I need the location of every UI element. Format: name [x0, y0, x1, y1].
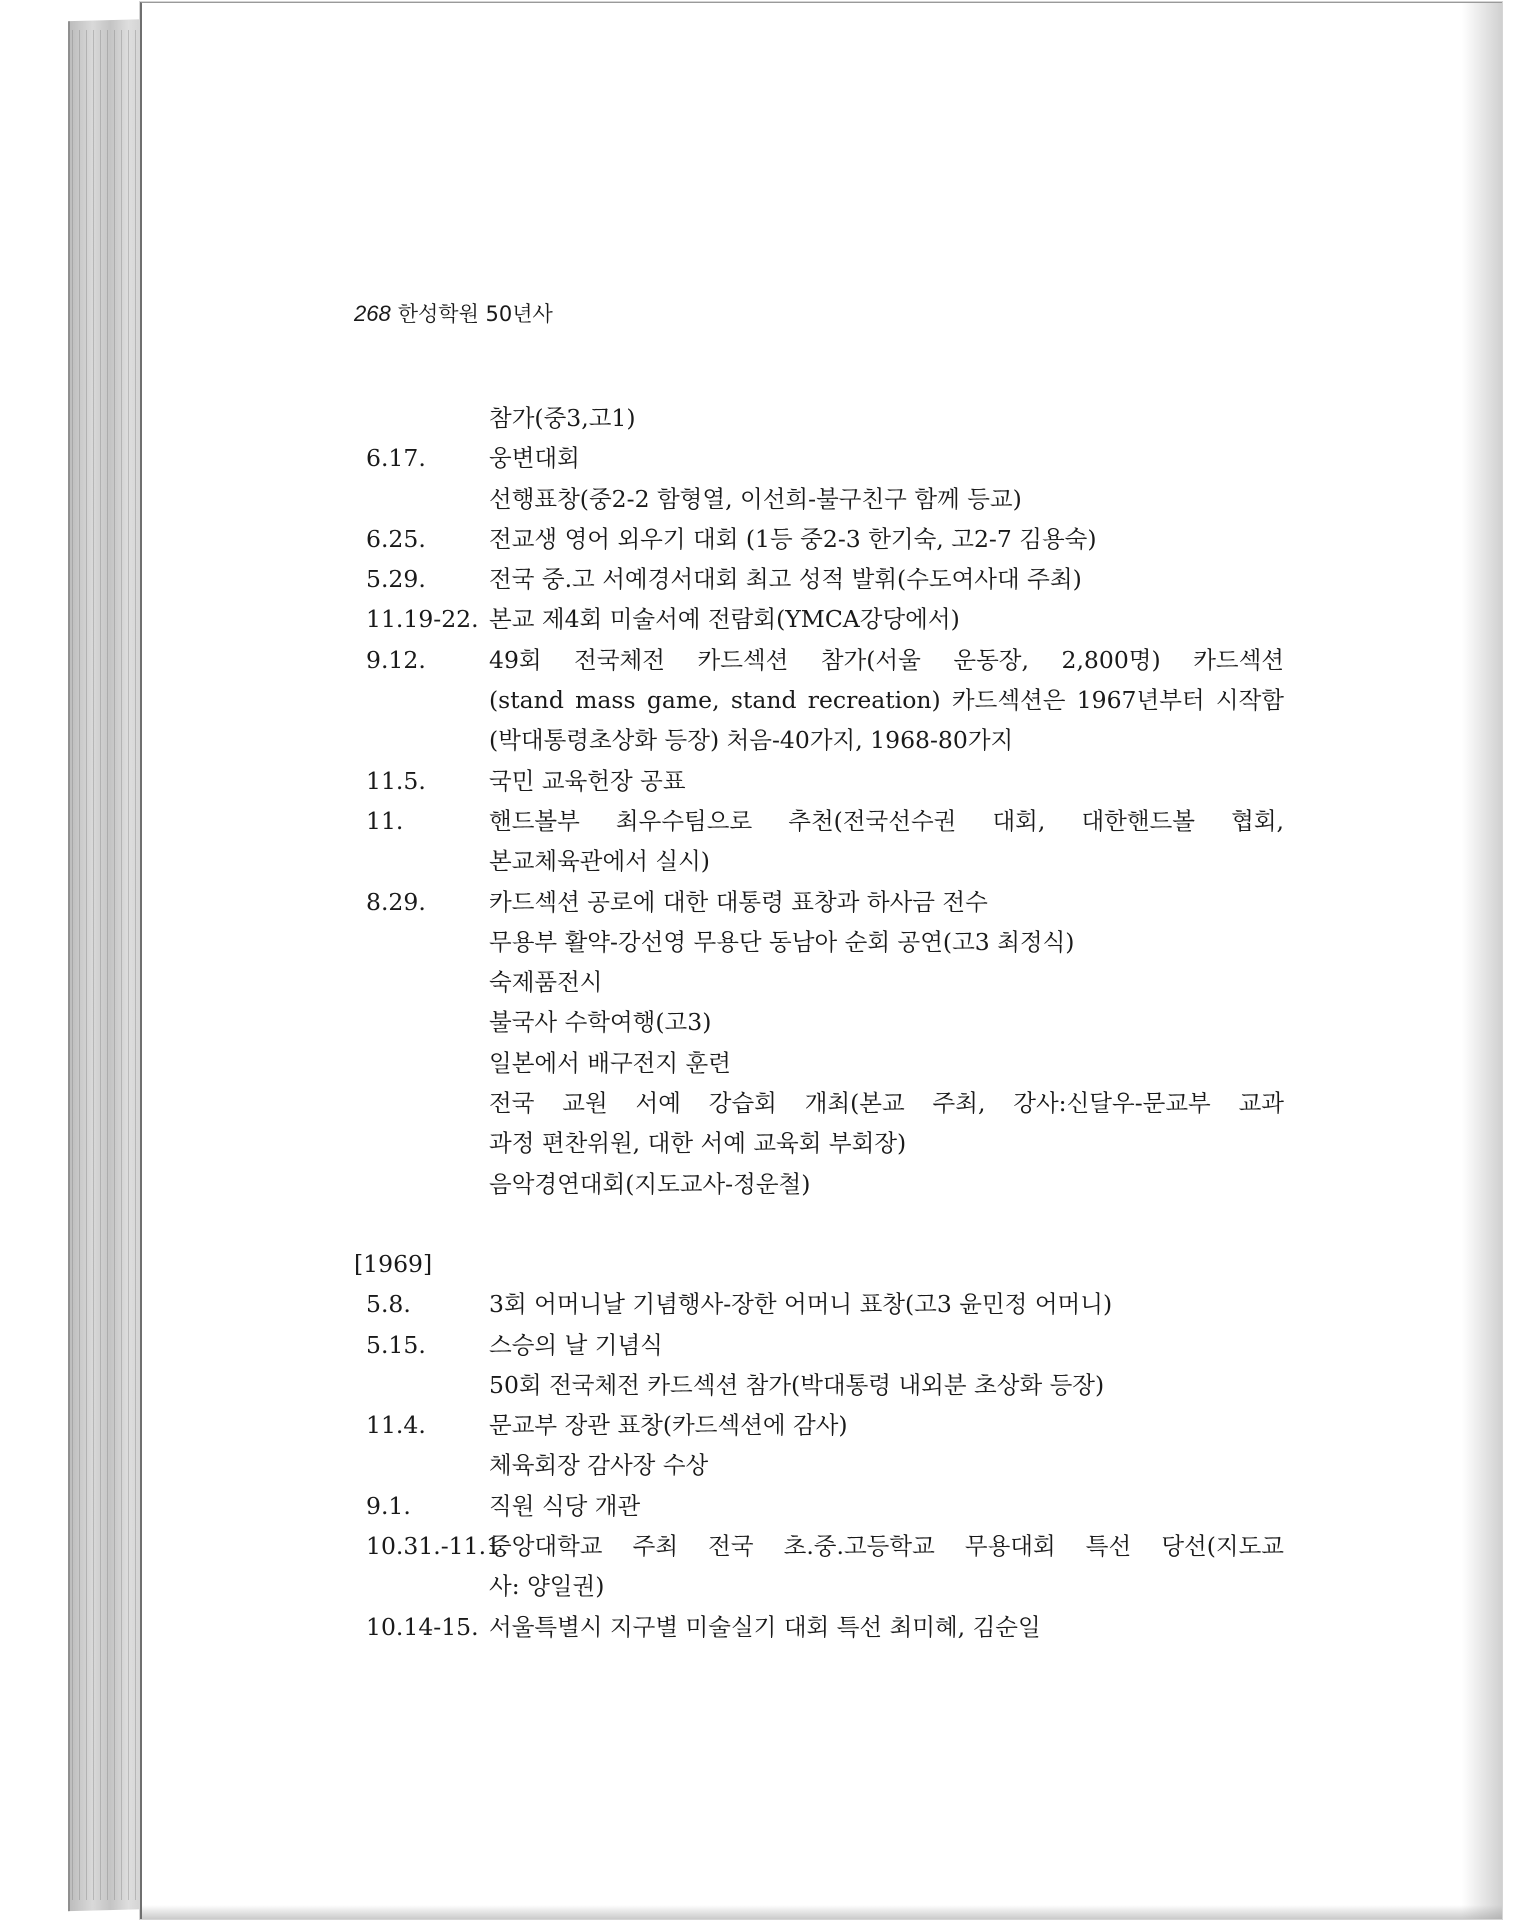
- entry-date: 5.8.: [366, 1290, 411, 1319]
- chronology-entry: [354, 1405, 1284, 1445]
- chronology-entry: [354, 519, 1284, 559]
- entry-date: 9.12.: [366, 645, 426, 674]
- entry-text: [489, 1405, 1284, 1445]
- entry-text: [489, 1526, 1284, 1607]
- entry-line: 3회 어머니날 기념행사-장한 어머니 표창(고3 윤민정 어머니): [489, 1290, 1113, 1319]
- page-number: 268: [354, 301, 391, 326]
- entry-text: [489, 1325, 1284, 1365]
- entry-text: [489, 519, 1284, 559]
- entry-line: 체육회장 감사장 수상: [489, 1451, 709, 1480]
- chronology-entry: [354, 1164, 1284, 1204]
- chronology-entry: [354, 1607, 1284, 1647]
- page-shadow-bottom: [142, 1905, 1502, 1919]
- chronology-entry: [354, 559, 1284, 599]
- chronology-entry: [354, 438, 1284, 478]
- entry-line: 선행표창(중2-2 함형열, 이선희-불구친구 함께 등교): [489, 484, 1022, 513]
- entry-line: 국민 교육헌장 공표: [489, 766, 686, 795]
- entry-line: 전국 교원 서예 강습회 개최(본교 주최, 강사:신달우-문교부 교과: [489, 1089, 1284, 1118]
- entry-text: [489, 1445, 1284, 1485]
- chronology-entry: [354, 801, 1284, 882]
- chronology-entry: [354, 1043, 1284, 1083]
- entry-line: 전교생 영어 외우기 대회 (1등 중2-3 한기숙, 고2-7 김용숙): [489, 524, 1097, 553]
- entry-date: 5.29.: [366, 565, 426, 594]
- entry-line: 과정 편찬위원, 대한 서예 교육회 부회장): [489, 1129, 907, 1158]
- entry-line: 웅변대회: [489, 444, 580, 473]
- entry-text: [489, 1486, 1284, 1526]
- entries-1969: [354, 1284, 1284, 1647]
- chronology-entry: [354, 882, 1284, 922]
- chronology-entry: [354, 599, 1284, 639]
- entry-text: [489, 1083, 1284, 1164]
- chronology-entry: [354, 1445, 1284, 1485]
- entry-date: 9.1.: [366, 1491, 411, 1520]
- chronology-content: [354, 398, 1284, 1647]
- entry-date: 6.17.: [366, 444, 426, 473]
- entry-date: 8.29.: [366, 887, 426, 916]
- year-heading: [1969]: [354, 1249, 433, 1278]
- entry-line: 카드섹션 공로에 대한 대통령 표창과 하사금 전수: [489, 887, 988, 916]
- page-edge-lines: [72, 30, 142, 1900]
- chronology-entry: [354, 761, 1284, 801]
- entry-line: 숙제품전시: [489, 968, 603, 997]
- entry-text: [489, 1002, 1284, 1042]
- entry-line: 전국 중.고 서예경서대회 최고 성적 발휘(수도여사대 주최): [489, 565, 1082, 594]
- chronology-entry: [354, 1284, 1284, 1324]
- entry-date: 11.19-22.: [366, 605, 479, 634]
- entries-1968: [354, 398, 1284, 1204]
- entry-date: 11.4.: [366, 1411, 426, 1440]
- entry-text: [489, 1365, 1284, 1405]
- chronology-entry: [354, 1526, 1284, 1607]
- chronology-entry: [354, 1365, 1284, 1405]
- entry-line: 본교 제4회 미술서예 전람회(YMCA강당에서): [489, 605, 960, 634]
- page-shadow: [1462, 3, 1502, 1919]
- entry-line: 사: 양일권): [489, 1572, 605, 1601]
- chronology-entry: [354, 640, 1284, 761]
- entry-line: 일본에서 배구전지 훈련: [489, 1048, 731, 1077]
- chronology-entry: [354, 398, 1284, 438]
- entry-text: [489, 761, 1284, 801]
- chronology-entry: [354, 1486, 1284, 1526]
- entry-text: [489, 1043, 1284, 1083]
- entry-line: 중앙대학교 주최 전국 초.중.고등학교 무용대회 특선 당선(지도교: [489, 1532, 1284, 1561]
- entry-text: [489, 1164, 1284, 1204]
- entry-date: 6.25.: [366, 524, 426, 553]
- entry-text: [489, 479, 1284, 519]
- entry-line: 핸드볼부 최우수팀으로 추천(전국선수권 대회, 대한핸드볼 협회,: [489, 806, 1284, 835]
- entry-date: 5.15.: [366, 1330, 426, 1359]
- entry-text: [489, 962, 1284, 1002]
- entry-line: 스승의 날 기념식: [489, 1330, 663, 1359]
- chronology-entry: [354, 922, 1284, 962]
- entry-line: 문교부 장관 표창(카드섹션에 감사): [489, 1411, 848, 1440]
- entry-date: 10.31.-11.1.: [366, 1532, 509, 1561]
- chronology-entry: [354, 479, 1284, 519]
- chronology-entry: [354, 1002, 1284, 1042]
- entry-text: [489, 398, 1284, 438]
- entry-date: 11.5.: [366, 766, 426, 795]
- entry-text: [489, 640, 1284, 761]
- entry-line: 참가(중3,고1): [489, 404, 636, 432]
- entry-text: [489, 1607, 1284, 1647]
- entry-line: 본교체육관에서 실시): [489, 847, 710, 876]
- entry-text: [489, 1284, 1284, 1324]
- entry-text: [489, 922, 1284, 962]
- running-header: [354, 298, 553, 328]
- entry-text: [489, 599, 1284, 639]
- entry-text: [489, 801, 1284, 882]
- entry-line: (stand mass game, stand recreation) 카드섹션은 1967년부터 시작함: [489, 686, 1284, 715]
- chronology-entry: [354, 1083, 1284, 1164]
- entry-line: 49회 전국체전 카드섹션 참가(서울 운동장, 2,800명) 카드섹션: [489, 645, 1284, 674]
- entry-line: 무용부 활약-강선영 무용단 동남아 순회 공연(고3 최정식): [489, 927, 1075, 956]
- entry-line: 음악경연대회(지도교사-정운철): [489, 1169, 811, 1198]
- entry-line: (박대통령초상화 등장) 처음-40가지, 1968-80가지: [489, 726, 1014, 755]
- entry-text: [489, 882, 1284, 922]
- entry-text: [489, 559, 1284, 599]
- entry-line: 서울특별시 지구별 미술실기 대회 특선 최미혜, 김순일: [489, 1612, 1041, 1641]
- chronology-entry: [354, 1325, 1284, 1365]
- entry-line: 직원 식당 개관: [489, 1491, 641, 1520]
- entry-line: 불국사 수학여행(고3): [489, 1008, 712, 1037]
- entry-line: 50회 전국체전 카드섹션 참가(박대통령 내외분 초상화 등장): [489, 1370, 1105, 1399]
- book-title: 한성학원 50년사: [397, 302, 553, 326]
- entry-text: [489, 438, 1284, 478]
- chronology-entry: [354, 962, 1284, 1002]
- entry-date: 11.: [366, 806, 404, 835]
- entry-date: 10.14-15.: [366, 1612, 479, 1641]
